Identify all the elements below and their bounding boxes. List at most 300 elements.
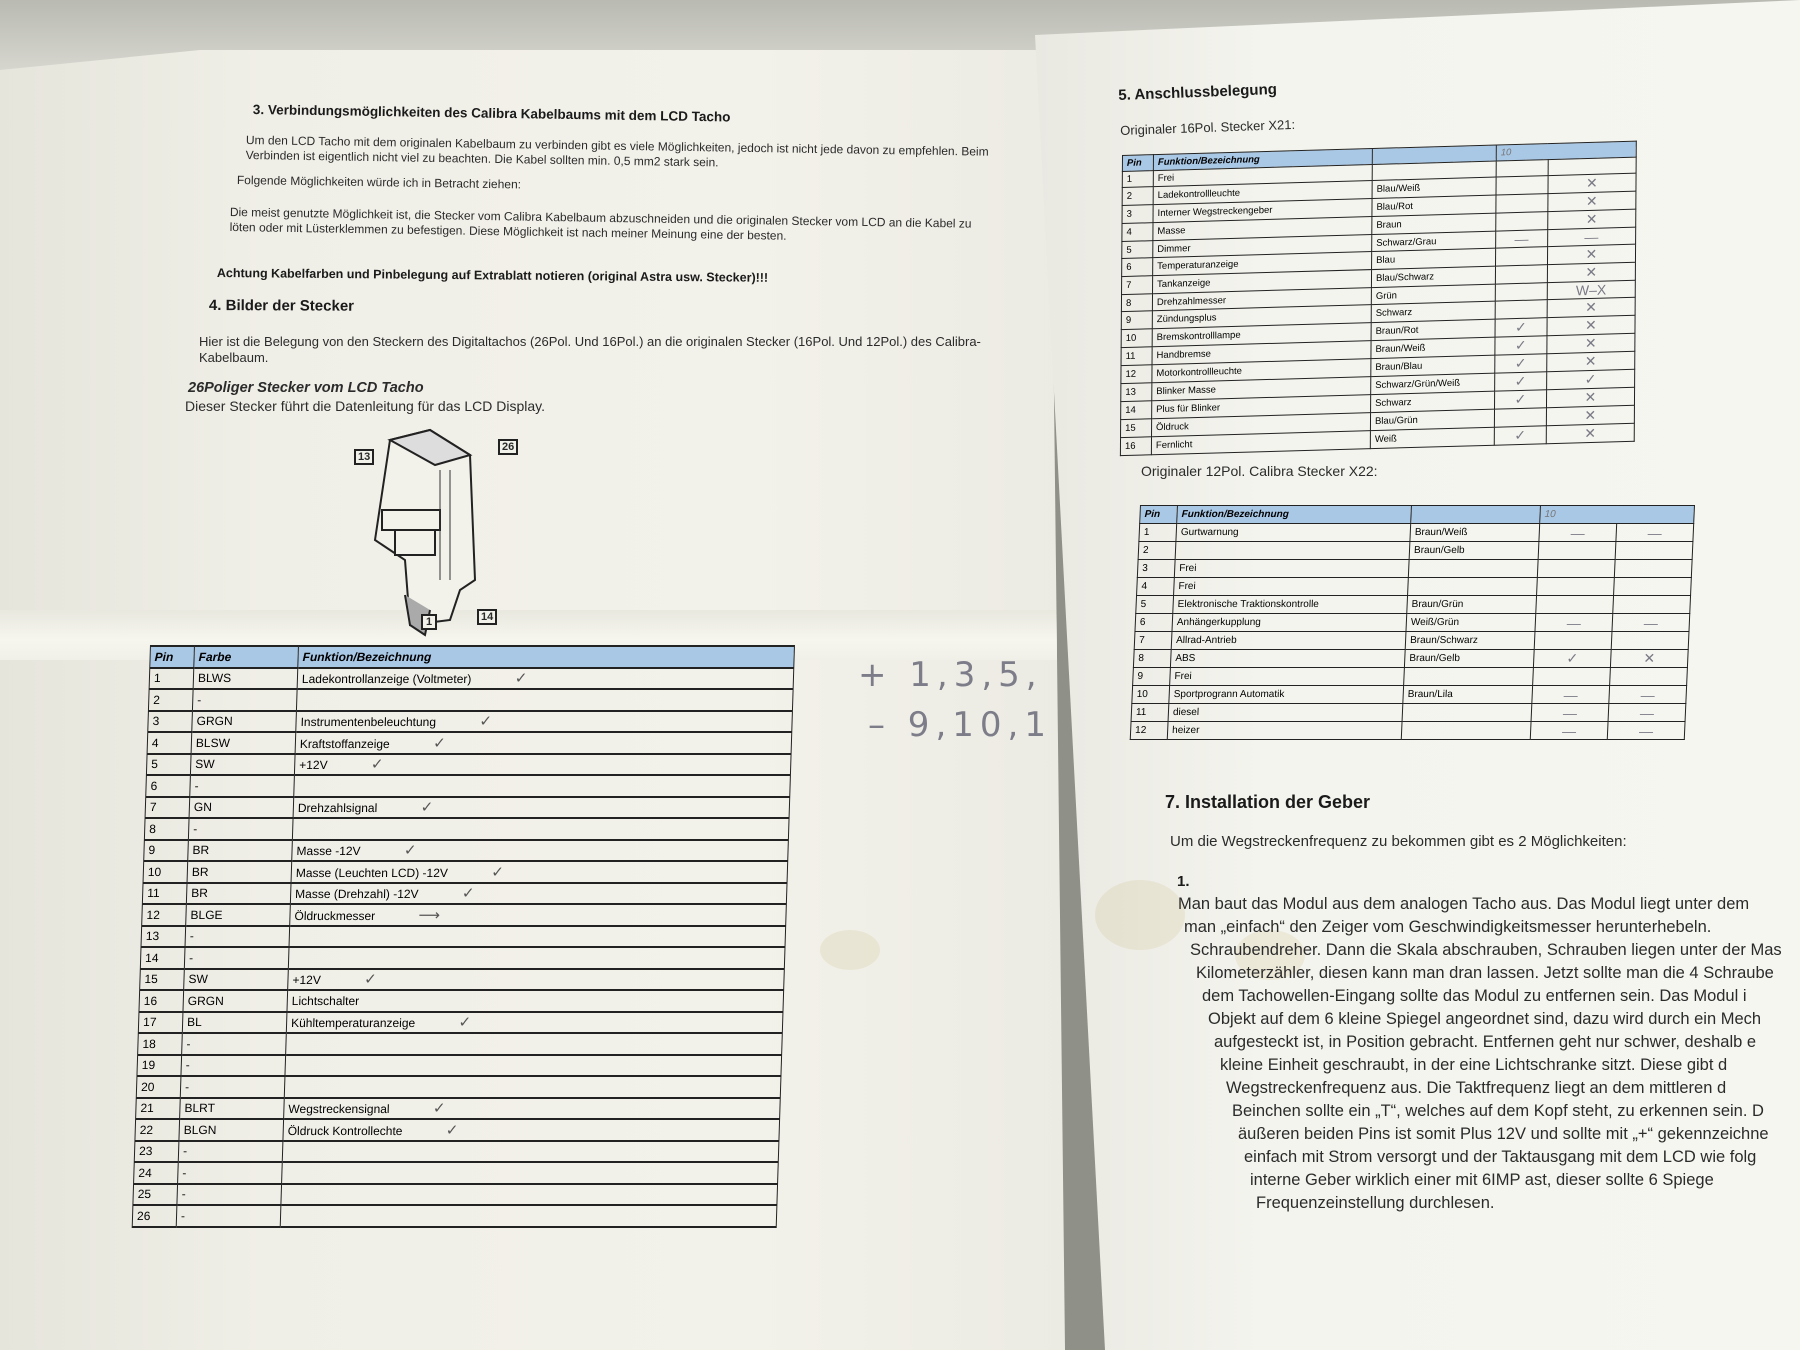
pin-cell: 5	[146, 754, 191, 776]
handwritten-mark: ✕	[1547, 262, 1635, 282]
handwritten-mark: —	[1609, 686, 1687, 704]
pin-cell: 7	[1134, 632, 1172, 650]
color-cell: -	[178, 1162, 283, 1184]
pin-cell: 2	[1122, 187, 1153, 206]
table-row	[149, 668, 794, 690]
handwritten-mark: ✕	[1610, 650, 1688, 668]
handwritten-mark: ✕	[1547, 297, 1635, 317]
function-cell: Frei	[1174, 560, 1409, 578]
color-cell: BLRT	[180, 1098, 285, 1120]
function-cell	[293, 797, 790, 819]
color-cell	[1404, 668, 1534, 686]
connector-table-x21	[1120, 141, 1637, 457]
handwritten-mark	[1537, 578, 1615, 596]
pin-cell: 11	[142, 883, 187, 905]
header-funktion: Funktion/Bezeichnung	[1177, 506, 1412, 524]
pin-cell: 6	[1122, 258, 1153, 277]
function-cell: heizer	[1167, 722, 1402, 740]
x22-title: Originaler 12Pol. Calibra Stecker X22:	[1141, 463, 1378, 479]
color-cell: Braun/Schwarz	[1405, 632, 1535, 650]
handwritten-mark	[1537, 560, 1615, 578]
stain	[1095, 880, 1185, 950]
table-row	[1135, 614, 1690, 632]
function-cell	[285, 1055, 782, 1077]
pin-cell: 11	[1131, 704, 1169, 722]
handwritten-mark: —	[1535, 614, 1613, 632]
color-cell: BL	[182, 1012, 287, 1034]
function-cell: Temperaturanzeige	[1153, 252, 1372, 276]
body-line: interne Geber wirklich einer mit 6IMP ast, dieser sollte 6 Spiege	[1250, 1171, 1714, 1189]
table-row	[142, 904, 787, 926]
color-cell: -	[176, 1205, 281, 1227]
pin-cell: 4	[1122, 223, 1153, 242]
pin-cell: 12	[142, 904, 187, 926]
check-mark: ⟶	[418, 906, 441, 924]
check-mark	[333, 949, 334, 966]
pin-cell: 5	[1122, 241, 1153, 259]
handwritten-mark: ✕	[1547, 315, 1635, 335]
header-handwritten-note: 10	[1540, 506, 1695, 524]
handwritten-mark	[1611, 632, 1689, 650]
section3-paragraph-3: Die meist genutzte Möglichkeit ist, die Stecker vom Calibra Kabelbaum abzuschneiden und die originalen Stecker vom LCD an die Kabel zu löten oder mit Lüsterklemmen zu befestigen. Diese Möglichkeit ist nach meiner Meinung eine der besten.	[229, 205, 972, 243]
color-cell: Blau	[1372, 248, 1496, 269]
color-cell: Schwarz	[1371, 301, 1495, 322]
handwritten-mark: —	[1607, 722, 1685, 740]
function-cell	[280, 1205, 777, 1227]
check-mark	[337, 820, 338, 837]
color-cell: BLSW	[191, 732, 296, 754]
table-row	[134, 1141, 779, 1163]
handwritten-mark	[1496, 160, 1548, 177]
table-row	[136, 1098, 781, 1120]
check-mark	[329, 1078, 330, 1095]
table-row	[138, 1033, 783, 1055]
function-cell: Allrad-Antrieb	[1171, 632, 1406, 650]
table-row	[1139, 524, 1694, 542]
pin-cell: 22	[135, 1119, 180, 1141]
color-cell: GN	[189, 797, 294, 819]
pin-cell: 23	[134, 1141, 179, 1163]
function-cell: Masse	[1153, 217, 1372, 241]
table-row	[1130, 722, 1685, 740]
body-line: Beinchen sollte ein „T“, welches auf dem Kopf steht, zu erkennen sein. D	[1232, 1102, 1764, 1120]
table-row	[148, 689, 793, 711]
pin-cell: 16	[139, 990, 184, 1012]
handwriting-plus-pins: + 1,3,5,	[858, 655, 1043, 695]
handwritten-mark	[1495, 265, 1547, 284]
function-cell: Interner Wegstreckengeber	[1153, 199, 1372, 223]
color-cell: Braun/Lila	[1403, 686, 1533, 704]
function-cell: Plus für Blinker	[1152, 395, 1371, 419]
table-row	[1132, 686, 1687, 704]
handwritten-mark: —	[1539, 524, 1617, 542]
check-mark: ✓	[363, 971, 378, 989]
color-cell: -	[181, 1055, 286, 1077]
handwritten-mark	[1496, 176, 1548, 195]
table-row	[135, 1119, 780, 1141]
function-cell	[295, 732, 792, 754]
function-cell	[292, 818, 789, 840]
body-line: aufgesteckt ist, in Position gebracht. Entfernen geht nur schwer, deshalb e	[1214, 1033, 1757, 1051]
color-cell: SW	[184, 969, 289, 991]
table-row	[144, 840, 789, 862]
section7-title: 7. Installation der Geber	[1165, 792, 1371, 812]
pin-cell: 10	[1132, 686, 1170, 704]
pin-cell: 12	[1121, 365, 1152, 384]
color-cell: Braun/Grün	[1407, 596, 1537, 614]
function-cell	[292, 840, 789, 862]
pin-cell: 14	[1121, 401, 1152, 420]
check-mark	[338, 777, 339, 794]
handwritten-mark: —	[1532, 686, 1610, 704]
check-mark	[341, 691, 342, 708]
table-row	[144, 818, 789, 840]
color-cell	[1408, 560, 1538, 578]
handwritten-mark: ✓	[1495, 318, 1547, 337]
function-text: Instrumentenbeleuchtung	[300, 715, 437, 730]
function-cell	[297, 668, 794, 690]
handwritten-mark: W–X	[1547, 280, 1635, 299]
pin-cell: 9	[1133, 668, 1171, 686]
handwritten-mark: —	[1530, 722, 1608, 740]
color-cell: -	[180, 1076, 285, 1098]
function-cell	[1175, 542, 1410, 560]
handwritten-mark: —	[1616, 524, 1694, 542]
function-cell: Tankanzeige	[1153, 270, 1372, 294]
function-cell: ABS	[1170, 650, 1405, 668]
table-row	[1136, 596, 1691, 614]
pin-cell: 16	[1120, 437, 1151, 456]
pin-cell: 8	[1133, 650, 1171, 668]
function-text: +12V	[299, 758, 328, 773]
handwritten-mark: ✓	[1546, 369, 1634, 389]
pin-cell: 21	[136, 1098, 181, 1120]
table-row	[134, 1162, 779, 1184]
function-cell: Fernlicht	[1151, 431, 1370, 455]
section4-paragraph: Hier ist die Belegung von den Steckern des Digitaltachos (26Pol. Und 16Pol.) an die originalen Stecker (16Pol. Und 12Pol.) des Calibra-Kabelbaum.	[199, 334, 981, 365]
pin-cell: 26	[132, 1205, 177, 1227]
color-cell: Weiß/Grün	[1406, 614, 1536, 632]
header-pin: Pin	[150, 646, 195, 668]
connector-description: Dieser Stecker führt die Datenleitung für das LCD Display.	[185, 398, 546, 414]
section7-intro: Um die Wegstreckenfrequenz zu bekommen gibt es 2 Möglichkeiten:	[1170, 833, 1627, 850]
table-row	[146, 775, 791, 797]
function-cell	[296, 711, 793, 733]
body-line: Kilometerzähler, diesen kann man dran lassen. Jetzt sollte man die 4 Schraube	[1196, 964, 1774, 982]
check-mark: ✓	[403, 842, 417, 860]
handwritten-mark	[1496, 212, 1548, 231]
pin-cell: 6	[146, 775, 191, 797]
table-row	[1131, 704, 1686, 722]
check-mark: ✓	[491, 863, 505, 881]
body-line: einfach mit Strom versorgt und der Taktausgang mit dem LCD wie folg	[1244, 1148, 1757, 1166]
table-row	[142, 883, 787, 905]
section3-title: 3. Verbindungsmöglichkeiten des Calibra Kabelbaums mit dem LCD Tacho	[252, 102, 731, 125]
pin-cell: 9	[1121, 311, 1152, 330]
body-line: äußeren beiden Pins ist somit Plus 12V und sollte mit „+“ gekennzeichne	[1238, 1125, 1769, 1143]
section3-paragraph-1: Um den LCD Tacho mit dem originalen Kabelbaum zu verbinden gibt es viele Möglichkeiten, jedoch ist nicht jede davon zu empfehlen. Beim Verbinden ist eigentlich nicht viel zu beachten. Die Kabel sollten min. 0,5 mm2 stark sein.	[245, 133, 989, 170]
pin-cell: 15	[1121, 419, 1152, 438]
pin-cell: 1	[1139, 524, 1177, 542]
handwritten-mark	[1496, 247, 1548, 266]
function-cell	[282, 1162, 779, 1184]
color-cell: BLGN	[179, 1119, 284, 1141]
x21-title: Originaler 16Pol. Stecker X21:	[1120, 116, 1296, 138]
function-cell: Frei	[1153, 165, 1372, 187]
pin-cell: 9	[144, 840, 189, 862]
pin-cell: 2	[148, 689, 193, 711]
color-cell	[1408, 578, 1538, 596]
pin-cell: 4	[1137, 578, 1175, 596]
header-funktion: Funktion/Bezeichnung	[1153, 149, 1372, 171]
body-line: man „einfach“ den Zeiger vom Geschwindigkeitsmesser herunterhebeln.	[1184, 918, 1712, 936]
table-row	[140, 969, 785, 991]
handwritten-mark	[1538, 542, 1616, 560]
pin-cell: 15	[140, 969, 185, 991]
warning-note: Achtung Kabelfarben und Pinbelegung auf Extrablatt notieren (original Astra usw. Stecker)!!!	[216, 266, 769, 285]
header-pin: Pin	[1122, 155, 1153, 172]
handwritten-mark: ✕	[1546, 387, 1634, 407]
pin-cell: 24	[134, 1162, 179, 1184]
function-cell	[294, 775, 791, 797]
color-cell	[1401, 722, 1531, 740]
color-cell: BLWS	[193, 668, 298, 690]
color-cell: Blau/Weiß	[1372, 177, 1496, 198]
handwritten-mark: —	[1547, 227, 1635, 246]
handwritten-mark	[1534, 632, 1612, 650]
pin-cell: 7	[145, 797, 190, 819]
check-mark	[325, 1207, 326, 1224]
header-farbe: Farbe	[194, 646, 299, 668]
header-funktion: Funktion/Bezeichnung	[298, 646, 795, 668]
pin-cell: 7	[1122, 276, 1153, 295]
check-mark	[326, 1164, 327, 1181]
color-cell: BLGE	[186, 904, 291, 926]
color-cell: -	[190, 775, 295, 797]
check-mark	[334, 928, 335, 945]
body-line: dem Tachowellen-Eingang sollte das Modul zu entfernen sein. Das Modul i	[1202, 987, 1747, 1005]
function-cell	[288, 969, 785, 991]
color-cell: Blau/Rot	[1372, 195, 1496, 216]
color-cell: -	[178, 1141, 283, 1163]
connector-label-14: 14	[477, 609, 497, 625]
handwritten-mark: ✓	[1494, 426, 1546, 445]
function-cell	[283, 1119, 780, 1141]
function-text: Masse (Leuchten LCD) -12V	[295, 865, 449, 880]
handwritten-mark: ✓	[1495, 372, 1547, 391]
connector-label-26: 26	[498, 439, 518, 455]
function-text: Öldruckmesser	[294, 908, 376, 923]
color-cell: Weiß	[1370, 427, 1494, 448]
color-cell: BR	[186, 883, 291, 905]
table-row	[137, 1055, 782, 1077]
body-line: Objekt auf dem 6 kleine Spiegel angeordnet sind, dazu wird durch ein Mech	[1208, 1010, 1762, 1028]
check-mark	[327, 1143, 328, 1160]
table-row	[136, 1076, 781, 1098]
pin-cell: 6	[1135, 614, 1173, 632]
table-row	[132, 1205, 777, 1227]
handwritten-mark	[1614, 578, 1692, 596]
body-line: Man baut das Modul aus dem analogen Tacho aus. Das Modul liegt unter dem	[1178, 895, 1750, 913]
pin-cell: 13	[141, 926, 186, 948]
pin-cell: 3	[1122, 205, 1153, 224]
function-cell	[282, 1141, 779, 1163]
color-cell: BR	[187, 861, 292, 883]
body-line: Frequenzeinstellung durchlesen.	[1256, 1194, 1495, 1212]
pin-cell: 13	[1121, 383, 1152, 402]
function-cell	[284, 1098, 781, 1120]
function-cell	[290, 904, 787, 926]
handwritten-mark: —	[1612, 614, 1690, 632]
section4-title: 4. Bilder der Stecker	[208, 297, 355, 315]
color-cell: GRGN	[183, 990, 288, 1012]
table-row	[1138, 542, 1693, 560]
handwritten-mark	[1495, 283, 1547, 301]
table-row	[146, 754, 791, 776]
table-row	[1137, 560, 1692, 578]
check-mark: ✓	[445, 1121, 459, 1139]
table-header-row	[1140, 506, 1695, 524]
function-cell: Gurtwarnung	[1176, 524, 1411, 542]
function-cell	[296, 689, 793, 711]
color-cell: Blau/Schwarz	[1371, 266, 1495, 287]
table-row	[1133, 668, 1688, 686]
handwritten-mark: ✓	[1495, 354, 1547, 373]
table-row	[1137, 578, 1692, 596]
color-cell: -	[188, 818, 293, 840]
pin-cell: 18	[138, 1033, 183, 1055]
function-cell: Handbremse	[1152, 341, 1371, 365]
function-text: +12V	[292, 973, 322, 988]
handwritten-mark: ✓	[1495, 390, 1547, 409]
handwritten-mark: ✕	[1548, 173, 1636, 193]
handwriting-minus-pins: – 9,10,1	[868, 705, 1052, 745]
handwritten-mark: ✓	[1533, 650, 1611, 668]
function-text: Wegstreckensignal	[288, 1102, 390, 1117]
header-handwritten-note: 10	[1496, 141, 1636, 161]
color-cell	[1402, 704, 1532, 722]
handwritten-mark	[1614, 560, 1692, 578]
function-cell	[281, 1184, 778, 1206]
pin-table-26	[132, 645, 795, 1228]
function-cell	[289, 926, 786, 948]
section5-title: 5. Anschlussbelegung	[1118, 80, 1278, 104]
function-cell: diesel	[1168, 704, 1403, 722]
function-cell	[286, 1033, 783, 1055]
handwritten-mark: —	[1531, 704, 1609, 722]
function-cell: Ladekontrollleuchte	[1153, 181, 1372, 205]
function-cell	[287, 990, 784, 1012]
handwritten-mark	[1613, 596, 1691, 614]
function-cell	[284, 1076, 781, 1098]
pin-cell: 2	[1138, 542, 1176, 560]
function-cell	[288, 947, 785, 969]
body-line: Wegstreckenfrequenz aus. Die Taktfrequenz liegt an dem mittleren d	[1226, 1079, 1727, 1097]
check-mark: ✓	[370, 756, 384, 774]
function-cell	[286, 1012, 783, 1034]
handwritten-mark	[1615, 542, 1693, 560]
pin-cell: 3	[148, 711, 193, 733]
function-text: Kraftstoffanzeige	[299, 736, 390, 751]
color-cell: Braun/Weiß	[1371, 337, 1495, 358]
table-row	[143, 861, 788, 883]
pin-cell: 19	[137, 1055, 182, 1077]
handwritten-mark: —	[1608, 704, 1686, 722]
color-cell: Braun/Weiß	[1410, 524, 1540, 542]
pin-cell: 12	[1130, 722, 1168, 740]
table-row	[147, 732, 792, 754]
function-text: Kühltemperaturanzeige	[290, 1016, 416, 1031]
color-cell: Braun/Rot	[1371, 319, 1495, 340]
function-cell: Öldruck	[1152, 413, 1371, 437]
color-cell: -	[182, 1033, 287, 1055]
handwritten-mark	[1536, 596, 1614, 614]
body-line: kleine Einheit geschraubt, in der eine Lichtschranke sitzt. Diese gibt d	[1220, 1056, 1728, 1074]
table-row	[139, 990, 784, 1012]
handwritten-mark	[1533, 668, 1611, 686]
function-text: Masse (Drehzahl) -12V	[294, 887, 419, 902]
handwritten-mark: ✕	[1547, 244, 1635, 264]
handwritten-mark: ✕	[1546, 423, 1634, 443]
pin-cell: 4	[147, 732, 192, 754]
color-cell: -	[185, 926, 290, 948]
handwritten-mark: ✕	[1546, 351, 1634, 371]
pin-cell: 5	[1136, 596, 1174, 614]
function-cell	[290, 883, 787, 905]
pin-cell: 17	[138, 1012, 183, 1034]
table-row	[133, 1184, 778, 1206]
header-pin: Pin	[1140, 506, 1178, 524]
color-cell: Braun/Blau	[1371, 355, 1495, 376]
pin-cell: 8	[144, 818, 189, 840]
header-color	[1411, 506, 1541, 524]
function-text: Öldruck Kontrollechte	[287, 1123, 403, 1138]
pin-cell: 10	[143, 861, 188, 883]
pin-cell: 11	[1121, 347, 1152, 366]
function-cell: Frei	[1174, 578, 1409, 596]
function-text: Lichtschalter	[291, 994, 360, 1009]
connector-label-13: 13	[354, 449, 374, 465]
color-cell: -	[192, 689, 297, 711]
check-mark: ✓	[458, 1014, 472, 1032]
color-cell: Braun	[1372, 213, 1496, 234]
function-cell: Blinker Masse	[1152, 377, 1371, 401]
function-cell: Zündungsplus	[1152, 305, 1371, 329]
connector-title: 26Poliger Stecker vom LCD Tacho	[188, 380, 424, 396]
check-mark: ✓	[479, 713, 493, 731]
handwritten-mark: ✕	[1546, 405, 1634, 425]
function-cell: Bremskontrolllampe	[1152, 323, 1371, 347]
pin-cell: 10	[1121, 329, 1152, 348]
color-cell: -	[184, 947, 289, 969]
function-cell	[291, 861, 788, 883]
connector-table-x22	[1130, 505, 1695, 740]
check-mark: ✓	[514, 670, 528, 688]
color-cell: GRGN	[192, 711, 297, 733]
pin-cell: 25	[133, 1184, 178, 1206]
section3-paragraph-2: Folgende Möglichkeiten würde ich in Betracht ziehen:	[236, 173, 522, 192]
handwritten-mark	[1495, 300, 1547, 319]
handwritten-mark: ✕	[1547, 209, 1635, 229]
color-cell: SW	[190, 754, 295, 776]
function-text: Drehzahlsignal	[297, 801, 378, 816]
color-cell: Schwarz/Grün/Weiß	[1371, 373, 1495, 394]
pin-cell: 14	[140, 947, 185, 969]
function-cell: Dimmer	[1153, 235, 1372, 258]
connector-label-1: 1	[421, 614, 437, 630]
check-mark	[330, 1035, 331, 1052]
table-row	[1134, 632, 1689, 650]
